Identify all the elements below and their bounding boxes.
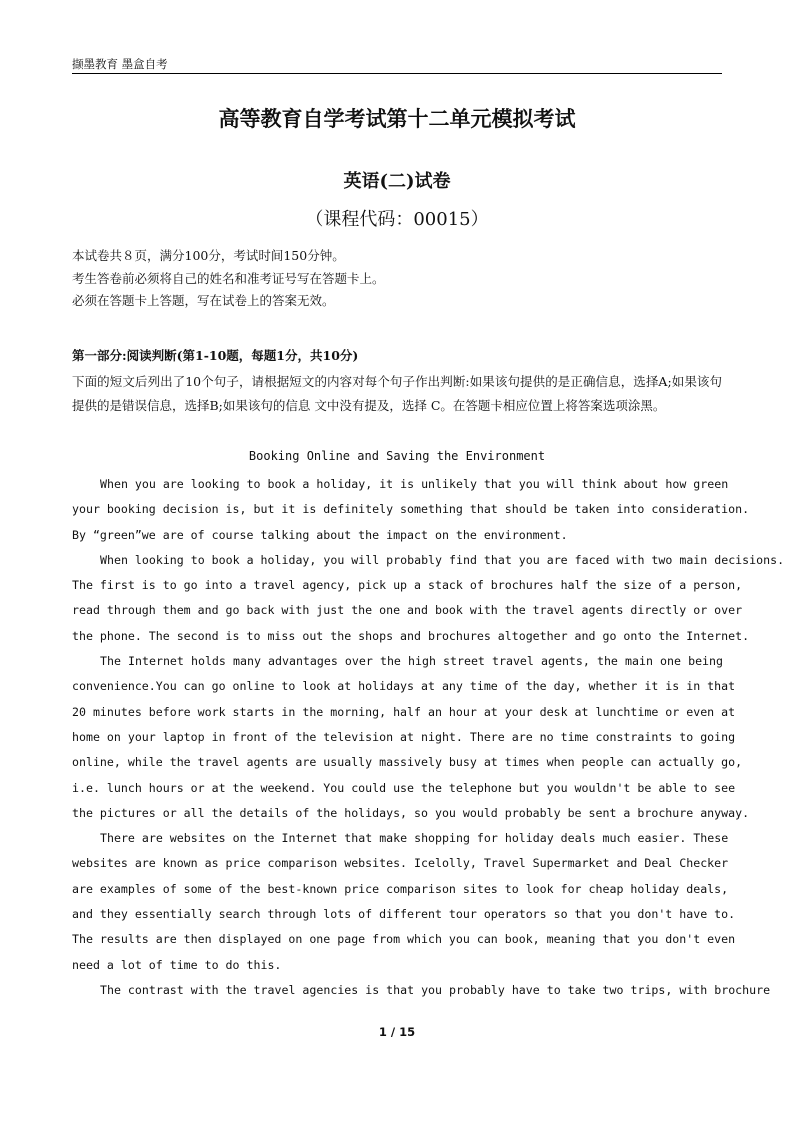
passage-line: There are websites on the Internet that make shopping for holiday deals much easier. These [100, 831, 729, 846]
passage-line: the pictures or all the details of the holidays, so you would probably be sent a brochure anyway. [72, 805, 750, 820]
passage-line: convenience.You can go online to look at holidays at any time of the day, whether it is in that [72, 679, 736, 694]
passage-line: i.e. lunch hours or at the weekend. You could use the telephone but you wouldn't be able to see [72, 780, 736, 795]
passage-line: read through them and go back with just the one and book with the travel agents directly or over [72, 603, 743, 618]
section-instructions: 下面的短文后列出了10个句子，请根据短文的内容对每个句子作出判断:如果该句提供的是正确信息，选择A;如果该句提供的是错误信息，选择B;如果该句的信息 文中没有提及，选择 C。在答题卡相应位置上将答案选项涂黑。 [72, 374, 722, 413]
exam-title: 高等教育自学考试第十二单元模拟考试 [218, 106, 576, 131]
passage-line: the phone. The second is to miss out the shops and brochures altogether and go onto the Internet. [72, 628, 750, 643]
passage-line: need a lot of time to do this. [72, 957, 282, 972]
note-line: 考生答卷前必须将自己的姓名和准考证号写在答题卡上。 [72, 270, 385, 286]
passage-line: The Internet holds many advantages over the high street travel agents, the main one being [100, 654, 723, 669]
reading-passage [72, 472, 785, 1003]
passage-line: By “green”we are of course talking about the impact on the environment. [72, 527, 568, 542]
note-line: 必须在答题卡上答题，写在试卷上的答案无效。 [72, 293, 335, 308]
passage-line: The first is to go into a travel agency, pick up a stack of brochures half the size of a person, [72, 578, 743, 593]
exam-notes [72, 245, 722, 313]
page-header: 撷墨教育 墨盒自考 [72, 57, 168, 71]
passage-line: online, while the travel agents are usually massively busy at times when people can actually go, [72, 755, 743, 770]
passage-line: The contrast with the travel agencies is that you probably have to take two trips, with brochure [100, 982, 771, 997]
passage-line: The results are then displayed on one page from which you can book, meaning that you don't even [72, 932, 736, 947]
section-heading: 第一部分:阅读判断(第1-10题，每题1分，共10分) [72, 348, 359, 363]
passage-line: 20 minutes before work starts in the morning, half an hour at your desk at lunchtime or even at [72, 704, 736, 719]
exam-subtitle: 英语(二)试卷 [343, 171, 451, 192]
passage-line: When you are looking to book a holiday, it is unlikely that you will think about how green [100, 477, 729, 491]
passage-line: websites are known as price comparison websites. Icelolly, Travel Supermarket and Deal Checker [72, 856, 729, 871]
passage-line: your booking decision is, but it is definitely something that should be taken into consideration. [72, 502, 750, 517]
passage-line: are examples of some of the best-known price comparison sites to look for cheap holiday deals, [72, 881, 729, 896]
note-line: 本试卷共８页，满分100分，考试时间150分钟。 [72, 248, 345, 263]
header-divider [72, 73, 722, 74]
passage-line: and they essentially search through lots of different tour operators so that you don't have to. [72, 907, 736, 922]
course-code: （课程代码：00015） [305, 209, 489, 230]
passage-title: Booking Online and Saving the Environment [248, 449, 546, 463]
passage-line: When looking to book a holiday, you will probably find that you are faced with two main decisions. [100, 552, 785, 567]
passage-line: home on your laptop in front of the television at night. There are no time constraints to going [72, 729, 736, 744]
page-number: 1 / 15 [378, 1025, 416, 1039]
